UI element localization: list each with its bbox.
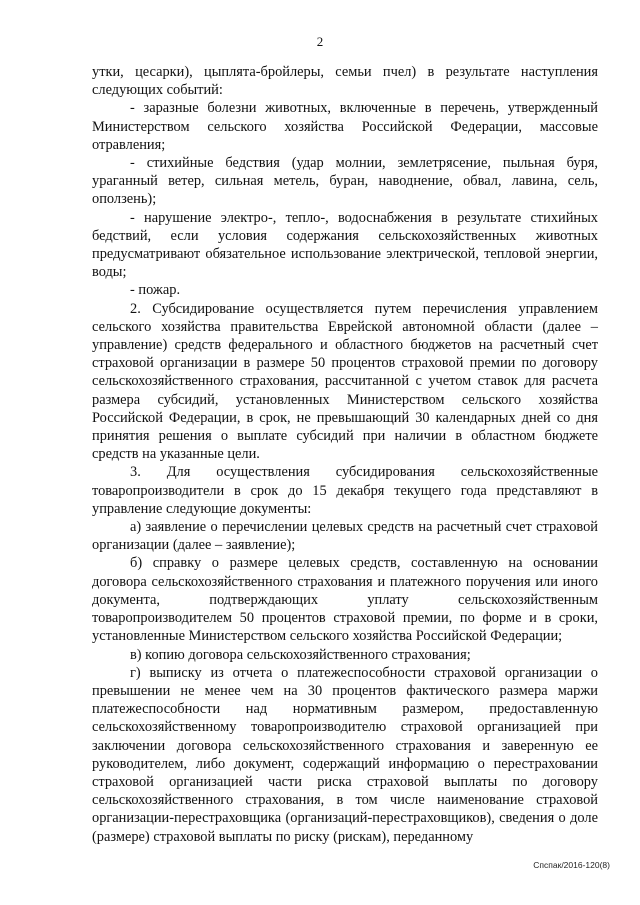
list-item-d-solvency-extract: г) выписку из отчета о платежеспособности страховой организации о превышении не менее чем на 30 процентов фактического размера маржи платежеспособности над нормативным размером, предоставленную сельскохозяйственному товаропроизводителю страховой организацией при заключении договора сельскохозяйственного страхования и заверенную ее руководителем, либо документ, содержащий информацию о перестраховании страховой организацией части риска страховой выплаты по договору сельскохозяйственного страхования, в том числе наименование страховой организации-перестраховщика (организаций-перестраховщиков), сведения о доле (размере) страховой выплаты по риску (рискам), переданному bbox=[92, 664, 598, 845]
list-item-b-certificate: б) справку о размере целевых средств, составленную на основании договора сельскохозяйственного страхования и платежного поручения или иного документа, подтверждающих уплату сельскохозяйственным товаропроизводителем 50 процентов страховой премии, по форме и в сроки, установленные Министерством сельского хозяйства Российской Федерации; bbox=[92, 555, 598, 645]
footer-document-code: Спспак/2016-120(8) bbox=[533, 860, 610, 870]
list-item-fire: - пожар. bbox=[130, 282, 181, 299]
list-item-a-application: а) заявление о перечислении целевых средств на расчетный счет страховой организации (далее – заявление); bbox=[92, 519, 598, 554]
document-body bbox=[92, 63, 598, 846]
list-item-utility-disruption: - нарушение электро-, тепло-, водоснабжения в результате стихийных бедствий, если условия содержания сельскохозяйственных животных предусматривают обязательное использование электрической, тепловой энергии, воды; bbox=[92, 209, 598, 281]
paragraph-clause-3: 3. Для осуществления субсидирования сельскохозяйственные товаропроизводители в срок до 15 декабря текущего года представляют в управление следующие документы: bbox=[92, 464, 598, 517]
paragraph-intro-continuation: утки, цесарки), цыплята-бройлеры, семьи пчел) в результате наступления следующих событий: bbox=[92, 64, 598, 99]
list-item-natural-disasters: - стихийные бедствия (удар молнии, землетрясение, пыльная буря, ураганный ветер, сильная метель, буран, наводнение, обвал, лавина, сель, оползень); bbox=[92, 155, 598, 208]
page-number: 2 bbox=[316, 34, 324, 49]
list-item-infectious-diseases: - заразные болезни животных, включенные в перечень, утвержденный Министерством сельского хозяйства Российской Федерации, массовые отравления; bbox=[92, 100, 598, 153]
paragraph-clause-2: 2. Субсидирование осуществляется путем перечисления управлением сельского хозяйства правительства Еврейской автономной области (далее – управление) средств федерального и областного бюджетов на расчетный счет страховой организации в размере 50 процентов страховой премии по договору сельскохозяйственного страхования, рассчитанной с учетом ставок для расчета размера субсидий, установленных Министерством сельского хозяйства Российской Федерации, в срок, не превышающий 30 календарных дней со дня принятия решения о выплате субсидий при наличии в областном бюджете средств на указанные цели. bbox=[92, 300, 598, 463]
list-item-c-contract-copy: в) копию договора сельскохозяйственного страхования; bbox=[130, 646, 471, 663]
